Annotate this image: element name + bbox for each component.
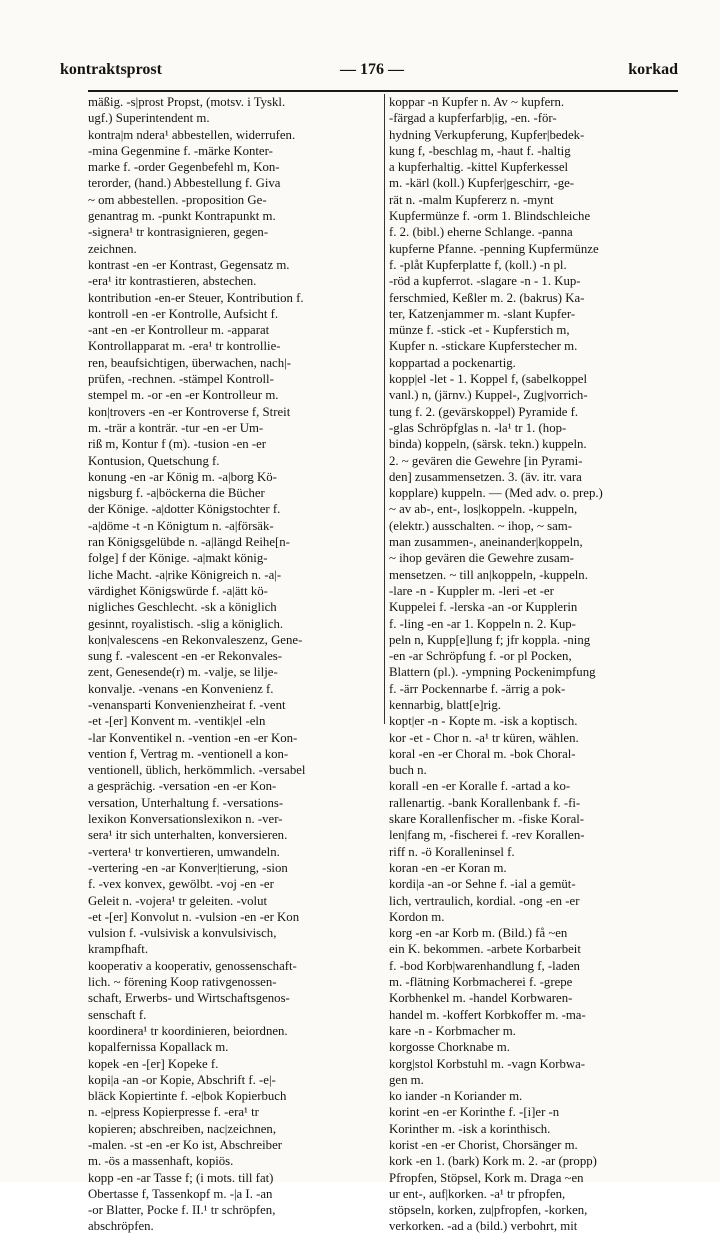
dictionary-line: korist -en -er Chorist, Chorsänger m. [389, 1138, 578, 1152]
dictionary-line: m. -kärl (koll.) Kupfer|geschirr, -ge- [389, 176, 575, 191]
dictionary-line: konvalje. -venans -en Konvenienz f. [88, 681, 274, 696]
dictionary-line: stöpseln, korken, zu|pfropfen, -korken, [389, 1203, 588, 1218]
dictionary-line: handel m. -koffert Korbkoffer m. -ma- [389, 1007, 586, 1022]
dictionary-line: mäßig. -s|prost Propst, (motsv. i Tyskl. [88, 95, 286, 109]
header-left-guideword: kontraktsprost [60, 61, 162, 78]
dictionary-line: len|fang m, -fischerei f. -rev Korallen- [389, 828, 585, 843]
dictionary-line: münze f. -stick -et - Kupferstich m, [389, 323, 570, 338]
dictionary-line: sung f. -valescent -en -er Rekonvales- [88, 649, 283, 664]
dictionary-line: verkorken. -ad a (bild.) verbohrt, mit [389, 1219, 578, 1234]
dictionary-line: kopek -en -[er] Kopeke f. [88, 1056, 219, 1071]
column-divider [384, 94, 385, 724]
header-right-guideword: korkad [628, 61, 678, 78]
dictionary-line: vulsion f. -vulsivisk a konvulsivisch, [88, 926, 277, 941]
dictionary-line: -signera¹ tr kontrasignieren, gegen- [88, 225, 269, 240]
dictionary-line: kor -et - Chor n. -a¹ tr küren, wählen. [389, 730, 579, 745]
dictionary-line: -malen. -st -en -er Ko ist, Abschreiber [88, 1138, 283, 1152]
dictionary-line: m. -trär a konträr. -tur -en -er Um- [88, 420, 264, 435]
dictionary-line: -vertera¹ tr konvertieren, umwandeln. [88, 844, 280, 859]
dictionary-line: kooperativ a kooperativ, genossenschaft- [88, 958, 297, 973]
dictionary-line: Kontusion, Quetschung f. [88, 453, 220, 468]
dictionary-line: terorder, (hand.) Abbestellung f. Giva [88, 176, 281, 191]
dictionary-line: Kordon m. [389, 909, 445, 924]
dictionary-line: der Könige. -a|dotter Königstochter f. [88, 502, 281, 517]
dictionary-line: a gesprächig. -versation -en -er Kon- [88, 779, 277, 794]
dictionary-line: lich. ~ förening Koop rativgenossen- [88, 975, 277, 990]
dictionary-line: (elektr.) ausschalten. ~ ihop, ~ sam- [389, 518, 572, 533]
dictionary-line: kung f, -beschlag m, -haut f. -haltig [389, 143, 571, 158]
dictionary-line: -färgad a kupferfarb|ig, -en. -för- [389, 111, 557, 126]
dictionary-line: tung f. 2. (gevärskoppel) Pyramide f. [389, 404, 579, 419]
dictionary-line: rät n. -malm Kupfererz n. -mynt [389, 192, 554, 207]
dictionary-line: kopieren; abschreiben, nac|zeichnen, [88, 1121, 277, 1136]
header-rule [88, 90, 678, 92]
dictionary-line: kopp -en -ar Tasse f; (i mots. till fat) [88, 1170, 274, 1185]
dictionary-line: Kontrollapparat m. -era¹ tr kontrollie- [88, 339, 281, 354]
dictionary-line: kopp|el -let - 1. Koppel f, (sabelkoppel [389, 372, 588, 387]
page-header [60, 61, 678, 83]
dictionary-line: zent, Genesende(r) m. -valje, se lilje- [88, 665, 278, 680]
dictionary-line: Korinther m. -isk a korinthisch. [389, 1121, 551, 1136]
dictionary-line: koordinera¹ tr koordinieren, beiordnen. [88, 1023, 288, 1038]
dictionary-line: korg -en -ar Korb m. (Bild.) få ~en [389, 926, 568, 941]
dictionary-line: kon|trovers -en -er Kontroverse f, Streit [88, 404, 291, 419]
dictionary-line: mensetzen. ~ till an|koppeln, -kuppeln. [389, 567, 588, 582]
dictionary-line: ~ om abbestellen. -proposition Ge- [88, 192, 267, 207]
dictionary-line: f. -ärr Pockennarbe f. -ärrig a pok- [389, 681, 566, 696]
dictionary-line: -et -[er] Konvolut n. -vulsion -en -er Kon [88, 909, 300, 924]
dictionary-line: kontrast -en -er Kontrast, Gegensatz m. [88, 257, 290, 272]
dictionary-line: ferschmied, Keßler m. 2. (bakrus) Ka- [389, 290, 585, 305]
dictionary-line: riff n. -ö Koralleninsel f. [389, 844, 515, 859]
dictionary-line: koppar -n Kupfer n. Av ~ kupfern. [389, 95, 565, 109]
dictionary-line: bläck Kopiertinte f. -e|bok Kopierbuch [88, 1089, 287, 1104]
dictionary-line: konung -en -ar König m. -a|borg Kö- [88, 469, 277, 484]
dictionary-line: -or Blatter, Pocke f. II.¹ tr schröpfen, [88, 1203, 276, 1218]
dictionary-line: kontroll -en -er Kontrolle, Aufsicht f. [88, 306, 279, 321]
dictionary-line: versation, Unterhaltung f. -versations- [88, 795, 284, 810]
dictionary-line: -mina Gegenmine f. -märke Konter- [88, 143, 273, 158]
page-number: — 176 — [340, 61, 404, 78]
dictionary-line: -röd a kupferrot. -slagare -n - 1. Kup- [389, 274, 581, 289]
dictionary-line: kupferne Pfanne. -penning Kupfermünze [389, 241, 599, 256]
dictionary-line: korint -en -er Korinthe f. -[i]er -n [389, 1105, 560, 1120]
dictionary-line: 2. ~ gevären die Gewehre [in Pyrami- [389, 453, 583, 468]
dictionary-line: ter, Katzenjammer m. -slant Kupfer- [389, 306, 576, 321]
dictionary-line: stempel m. -or -en -er Kontrolleur m. [88, 388, 279, 403]
dictionary-line: Kupfer n. -stickare Kupferstecher m. [389, 339, 578, 354]
dictionary-line: kopplare) kuppeln. — (Med adv. o. prep.) [389, 486, 603, 501]
dictionary-line: abschröpfen. [88, 1219, 154, 1234]
dictionary-line: den] zusammensetzen. 3. (äv. itr. vara [389, 469, 582, 484]
dictionary-line: n. -e|press Kopierpresse f. -era¹ tr [88, 1105, 259, 1120]
dictionary-line: kontribution -en-er Steuer, Kontribution f. [88, 290, 304, 305]
dictionary-line: m. -flätning Korbmacherei f. -grepe [389, 975, 573, 990]
dictionary-line: peln n, Kupp[e]lung f; jfr koppla. -ning [389, 632, 591, 647]
dictionary-line: Korbhenkel m. -handel Korbwaren- [389, 991, 573, 1006]
dictionary-line: Pfropfen, Stöpsel, Kork m. Draga ~en [389, 1170, 584, 1185]
dictionary-line: -venansparti Konvenienzheirat f. -vent [88, 697, 286, 712]
dictionary-line: a kupferhaltig. -kittel Kupferkessel [389, 160, 569, 175]
dictionary-line: f. -bod Korb|warenhandlung f, -laden [389, 958, 580, 973]
dictionary-line: -lare -n - Kuppler m. -leri -et -er [389, 583, 554, 598]
dictionary-line: prüfen, -rechnen. -stämpel Kontroll- [88, 372, 274, 387]
dictionary-line: hydning Verkupferung, Kupfer|bedek- [389, 127, 585, 142]
dictionary-line: marke f. -order Gegenbefehl m, Kon- [88, 160, 280, 175]
dictionary-line: vanl.) n, (järnv.) Kuppel-, Zug|vorrich- [389, 388, 588, 403]
dictionary-line: kopi|a -an -or Kopie, Abschrift f. -e|- [88, 1072, 276, 1087]
dictionary-line: vention f, Vertrag m. -ventionell a kon- [88, 746, 289, 761]
dictionary-line: gen m. [389, 1072, 424, 1087]
dictionary-line: zeichnen. [88, 241, 137, 256]
dictionary-line: f. -plåt Kupferplatte f, (koll.) -n pl. [389, 257, 567, 272]
dictionary-line: binda) koppeln, (särsk. tekn.) kuppeln. [389, 437, 587, 452]
dictionary-line: -ant -en -er Kontrolleur m. -apparat [88, 323, 270, 338]
dictionary-line: kordi|a -an -or Sehne f. -ial a gemüt- [389, 877, 576, 892]
dictionary-line: buch n. [389, 763, 427, 778]
dictionary-line: gesinnt, royalistisch. -slig a königlich. [88, 616, 284, 631]
dictionary-line: kopt|er -n - Kopte m. -isk a koptisch. [389, 714, 578, 729]
dictionary-line: man zusammen-, aneinander|koppeln, [389, 535, 583, 550]
dictionary-line: folge] f der Könige. -a|makt könig- [88, 551, 268, 566]
left-column [88, 94, 382, 1235]
dictionary-line: -vertering -en -ar Konver|tierung, -sion [88, 860, 288, 875]
dictionary-line: m. -ös a massenhaft, kopiös. [88, 1154, 234, 1169]
dictionary-line: liche Macht. -a|rike Königreich n. -a|- [88, 567, 282, 582]
dictionary-line: senschaft f. [88, 1007, 147, 1022]
dictionary-line: f. 2. (bibl.) eherne Schlange. -panna [389, 225, 573, 240]
dictionary-line: genantrag m. -punkt Kontrapunkt m. [88, 209, 276, 224]
dictionary-line: -a|döme -t -n Königtum n. -a|försäk- [88, 518, 274, 533]
dictionary-line: ran Königsgelübde n. -a|längd Reihe[n- [88, 535, 290, 550]
dictionary-line: lexikon Konversationslexikon n. -ver- [88, 812, 283, 827]
dictionary-line: Obertasse f, Tassenkopf m. -|a I. -an [88, 1186, 273, 1201]
dictionary-line: kontra|m ndera¹ abbestellen, widerrufen. [88, 127, 296, 142]
dictionary-line: ~ ihop gevären die Gewehre zusam- [389, 551, 574, 566]
dictionary-line: schaft, Erwerbs- und Wirtschaftsgenos- [88, 991, 290, 1006]
dictionary-line: -en -ar Schröpfung f. -or pl Pocken, [389, 649, 572, 664]
dictionary-line: kork -en 1. (bark) Kork m. 2. -ar (propp) [389, 1154, 597, 1169]
dictionary-line: nigsburg f. -a|böckerna die Bücher [88, 486, 265, 501]
dictionary-line: ren, beaufsichtigen, überwachen, nach|- [88, 355, 291, 370]
dictionary-line: Geleit n. -vojera¹ tr geleiten. -volut [88, 893, 268, 908]
dictionary-line: värdighet Königswürde f. -a|ätt kö- [88, 583, 268, 598]
dictionary-line: nigliches Geschlecht. -sk a königlich [88, 600, 277, 615]
dictionary-line: Kuppelei f. -lerska -an -or Kupplerin [389, 600, 578, 615]
dictionary-line: Kupfermünze f. -orm 1. Blindschleiche [389, 209, 591, 224]
dictionary-line: -era¹ itr kontrastieren, abstechen. [88, 274, 257, 289]
dictionary-line: -glas Schröpfglas n. -la¹ tr 1. (hop- [389, 420, 567, 435]
dictionary-line: riß m, Kontur f (m). -tusion -en -er [88, 437, 267, 452]
dictionary-line: sera¹ itr sich unterhalten, konversieren. [88, 828, 288, 843]
dictionary-line: koran -en -er Koran m. [389, 860, 507, 875]
dictionary-line: kare -n - Korbmacher m. [389, 1023, 516, 1038]
dictionary-line: ko iander -n Koriander m. [389, 1089, 523, 1104]
dictionary-line: korall -en -er Koralle f. -artad a ko- [389, 779, 571, 794]
dictionary-line: korg|stol Korbstuhl m. -vagn Korbwa- [389, 1056, 586, 1071]
right-column [389, 94, 683, 1235]
dictionary-line: ~ av ab-, ent-, los|koppeln. -kuppeln, [389, 502, 578, 517]
dictionary-line: rallenartig. -bank Korallenbank f. -fi- [389, 795, 581, 810]
dictionary-line: Blattern (pl.). -ympning Pockenimpfung [389, 665, 596, 680]
dictionary-line: f. -vex konvex, gewölbt. -voj -en -er [88, 877, 274, 892]
dictionary-line: kopalfernissa Kopallack m. [88, 1040, 229, 1055]
dictionary-line: ventionell, üblich, herkömmlich. -versabel [88, 763, 306, 778]
dictionary-line: -lar Konventikel n. -vention -en -er Kon- [88, 730, 298, 745]
dictionary-line: -et -[er] Konvent m. -ventik|el -eln [88, 714, 266, 729]
dictionary-line: f. -ling -en -ar 1. Koppeln n. 2. Kup- [389, 616, 576, 631]
dictionary-line: kon|valescens -en Rekonvaleszenz, Gene- [88, 632, 303, 647]
dictionary-line: ein K. bekommen. -arbete Korbarbeit [389, 942, 581, 957]
dictionary-line: skare Korallenfischer m. -fiske Koral- [389, 812, 585, 827]
dictionary-line: ugf.) Superintendent m. [88, 111, 210, 126]
dictionary-line: korgosse Chorknabe m. [389, 1040, 510, 1055]
dictionary-line: lich, vertraulich, kordial. -ong -en -er [389, 893, 580, 908]
dictionary-line: ur ent-, auf|korken. -a¹ tr pfropfen, [389, 1186, 566, 1201]
dictionary-line: koral -en -er Choral m. -bok Choral- [389, 746, 576, 761]
dictionary-line: krampfhaft. [88, 942, 149, 957]
dictionary-line: kennarbig, blatt[e]rig. [389, 697, 501, 712]
dictionary-line: koppartad a pockenartig. [389, 355, 516, 370]
